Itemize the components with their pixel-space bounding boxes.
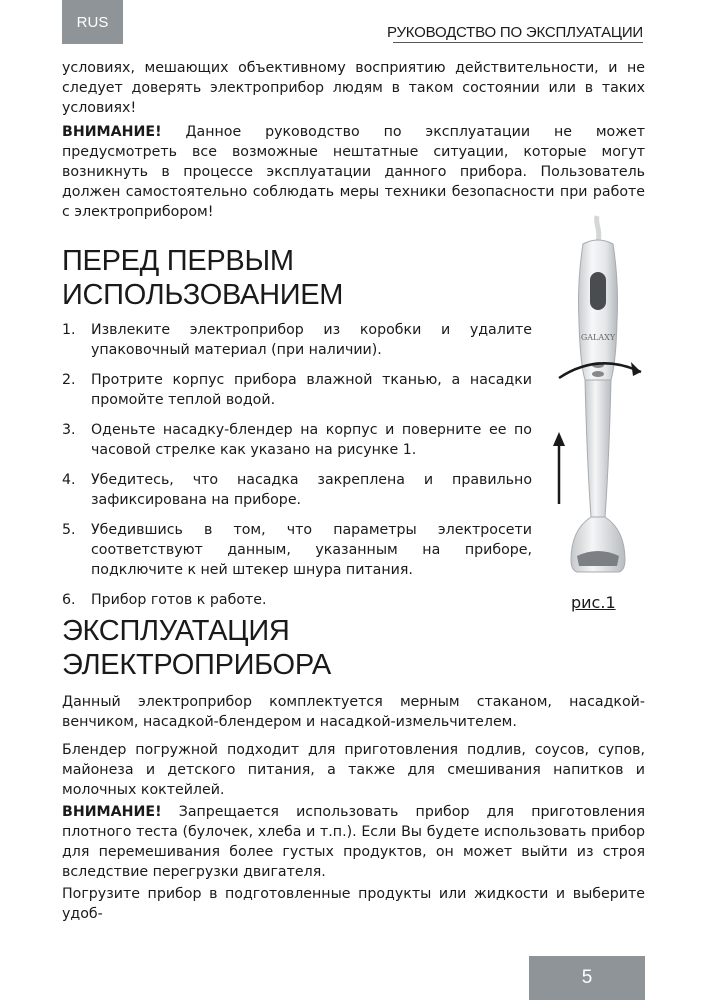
warning-text: Данное руководство по эксплуатации не может предусмотреть все возможные нештатные ситуации, которые могут возникнуть в процессе эксплуатации данного прибора. Пользователь должен самостоятельно соблюдать меры техники безопасности при работе с электроприбором!	[62, 124, 645, 220]
list-item	[62, 590, 532, 610]
section-title-line: ИСПОЛЬЗОВАНИЕМ	[62, 279, 344, 311]
section-title-line: ПЕРЕД ПЕРВЫМ	[62, 245, 294, 277]
brand-logo: GALAXY	[580, 333, 616, 342]
up-arrow-head	[553, 432, 565, 446]
section-title-first-use	[62, 244, 343, 312]
section-title-line: ЭЛЕКТРОПРИБОРА	[62, 649, 331, 681]
operation-paragraph: Погрузите прибор в подготовленные продукты или жидкости и выберите удоб-	[62, 886, 645, 922]
list-number: 6.	[62, 592, 76, 608]
section-title-line: ЭКСПЛУАТАЦИЯ	[62, 615, 290, 647]
blender-figure	[545, 212, 650, 592]
page-number: 5	[529, 956, 645, 1000]
list-text: Извлеките электроприбор из коробки и удалите упаковочный материал (при наличии).	[91, 322, 532, 358]
warning-text: Запрещается использовать прибор для приготовления плотного теста (булочек, хлеба и т.п.). Если Вы будете использовать прибор для перемешивания более густых продуктов, он может выйти из строя вследствие перегрузки двигателя.	[62, 804, 645, 880]
warning-label: ВНИМАНИЕ!	[62, 804, 162, 820]
language-tab: RUS	[62, 0, 123, 44]
list-item	[62, 320, 532, 360]
operation-warning	[62, 802, 645, 882]
figure-caption: рис.1	[571, 593, 616, 612]
list-number: 4.	[62, 472, 76, 488]
list-number: 5.	[62, 522, 76, 538]
intro-paragraph: условиях, мешающих объективному восприятию действительности, и не следует доверять электроприбор людям в таком состоянии или в таких условиях!	[62, 60, 645, 116]
list-text: Убедившись в том, что параметры электросети соответствуют данным, указанным на приборе, подключите к ней штекер шнура питания.	[91, 522, 532, 578]
list-text: Прибор готов к работе.	[91, 592, 267, 608]
list-item	[62, 420, 532, 460]
cord	[597, 216, 599, 242]
operation-paragraph: Данный электроприбор комплектуется мерным стаканом, насадкой-венчиком, насадкой-блендером и насадкой-измельчителем.	[62, 694, 645, 730]
list-text: Протрите корпус прибора влажной тканью, а насадки промойте теплой водой.	[91, 372, 532, 408]
header-rule	[393, 42, 643, 43]
list-item	[62, 370, 532, 410]
hand-blender-illustration	[545, 212, 650, 592]
lock-indicator	[592, 371, 604, 377]
blender-shaft	[585, 380, 611, 517]
list-number: 3.	[62, 422, 76, 438]
power-button	[590, 272, 606, 310]
list-number: 1.	[62, 322, 76, 338]
intro-warning	[62, 122, 645, 222]
operation-paragraph: Блендер погружной подходит для приготовления подлив, соусов, супов, майонеза и детского питания, а также для смешивания напитков и молочных коктейлей.	[62, 742, 645, 798]
list-text: Оденьте насадку-блендер на корпус и поверните ее по часовой стрелке как указано на рисунке 1.	[91, 422, 532, 458]
rotation-arrow-head	[631, 362, 641, 376]
section-title-operation	[62, 614, 331, 682]
list-number: 2.	[62, 372, 76, 388]
warning-label: ВНИМАНИЕ!	[62, 124, 162, 140]
list-text: Убедитесь, что насадка закреплена и правильно зафиксирована на приборе.	[91, 472, 532, 508]
list-item	[62, 520, 532, 580]
first-use-steps	[62, 320, 532, 620]
header-title: РУКОВОДСТВО ПО ЭКСПЛУАТАЦИИ	[387, 24, 643, 41]
list-item	[62, 470, 532, 510]
